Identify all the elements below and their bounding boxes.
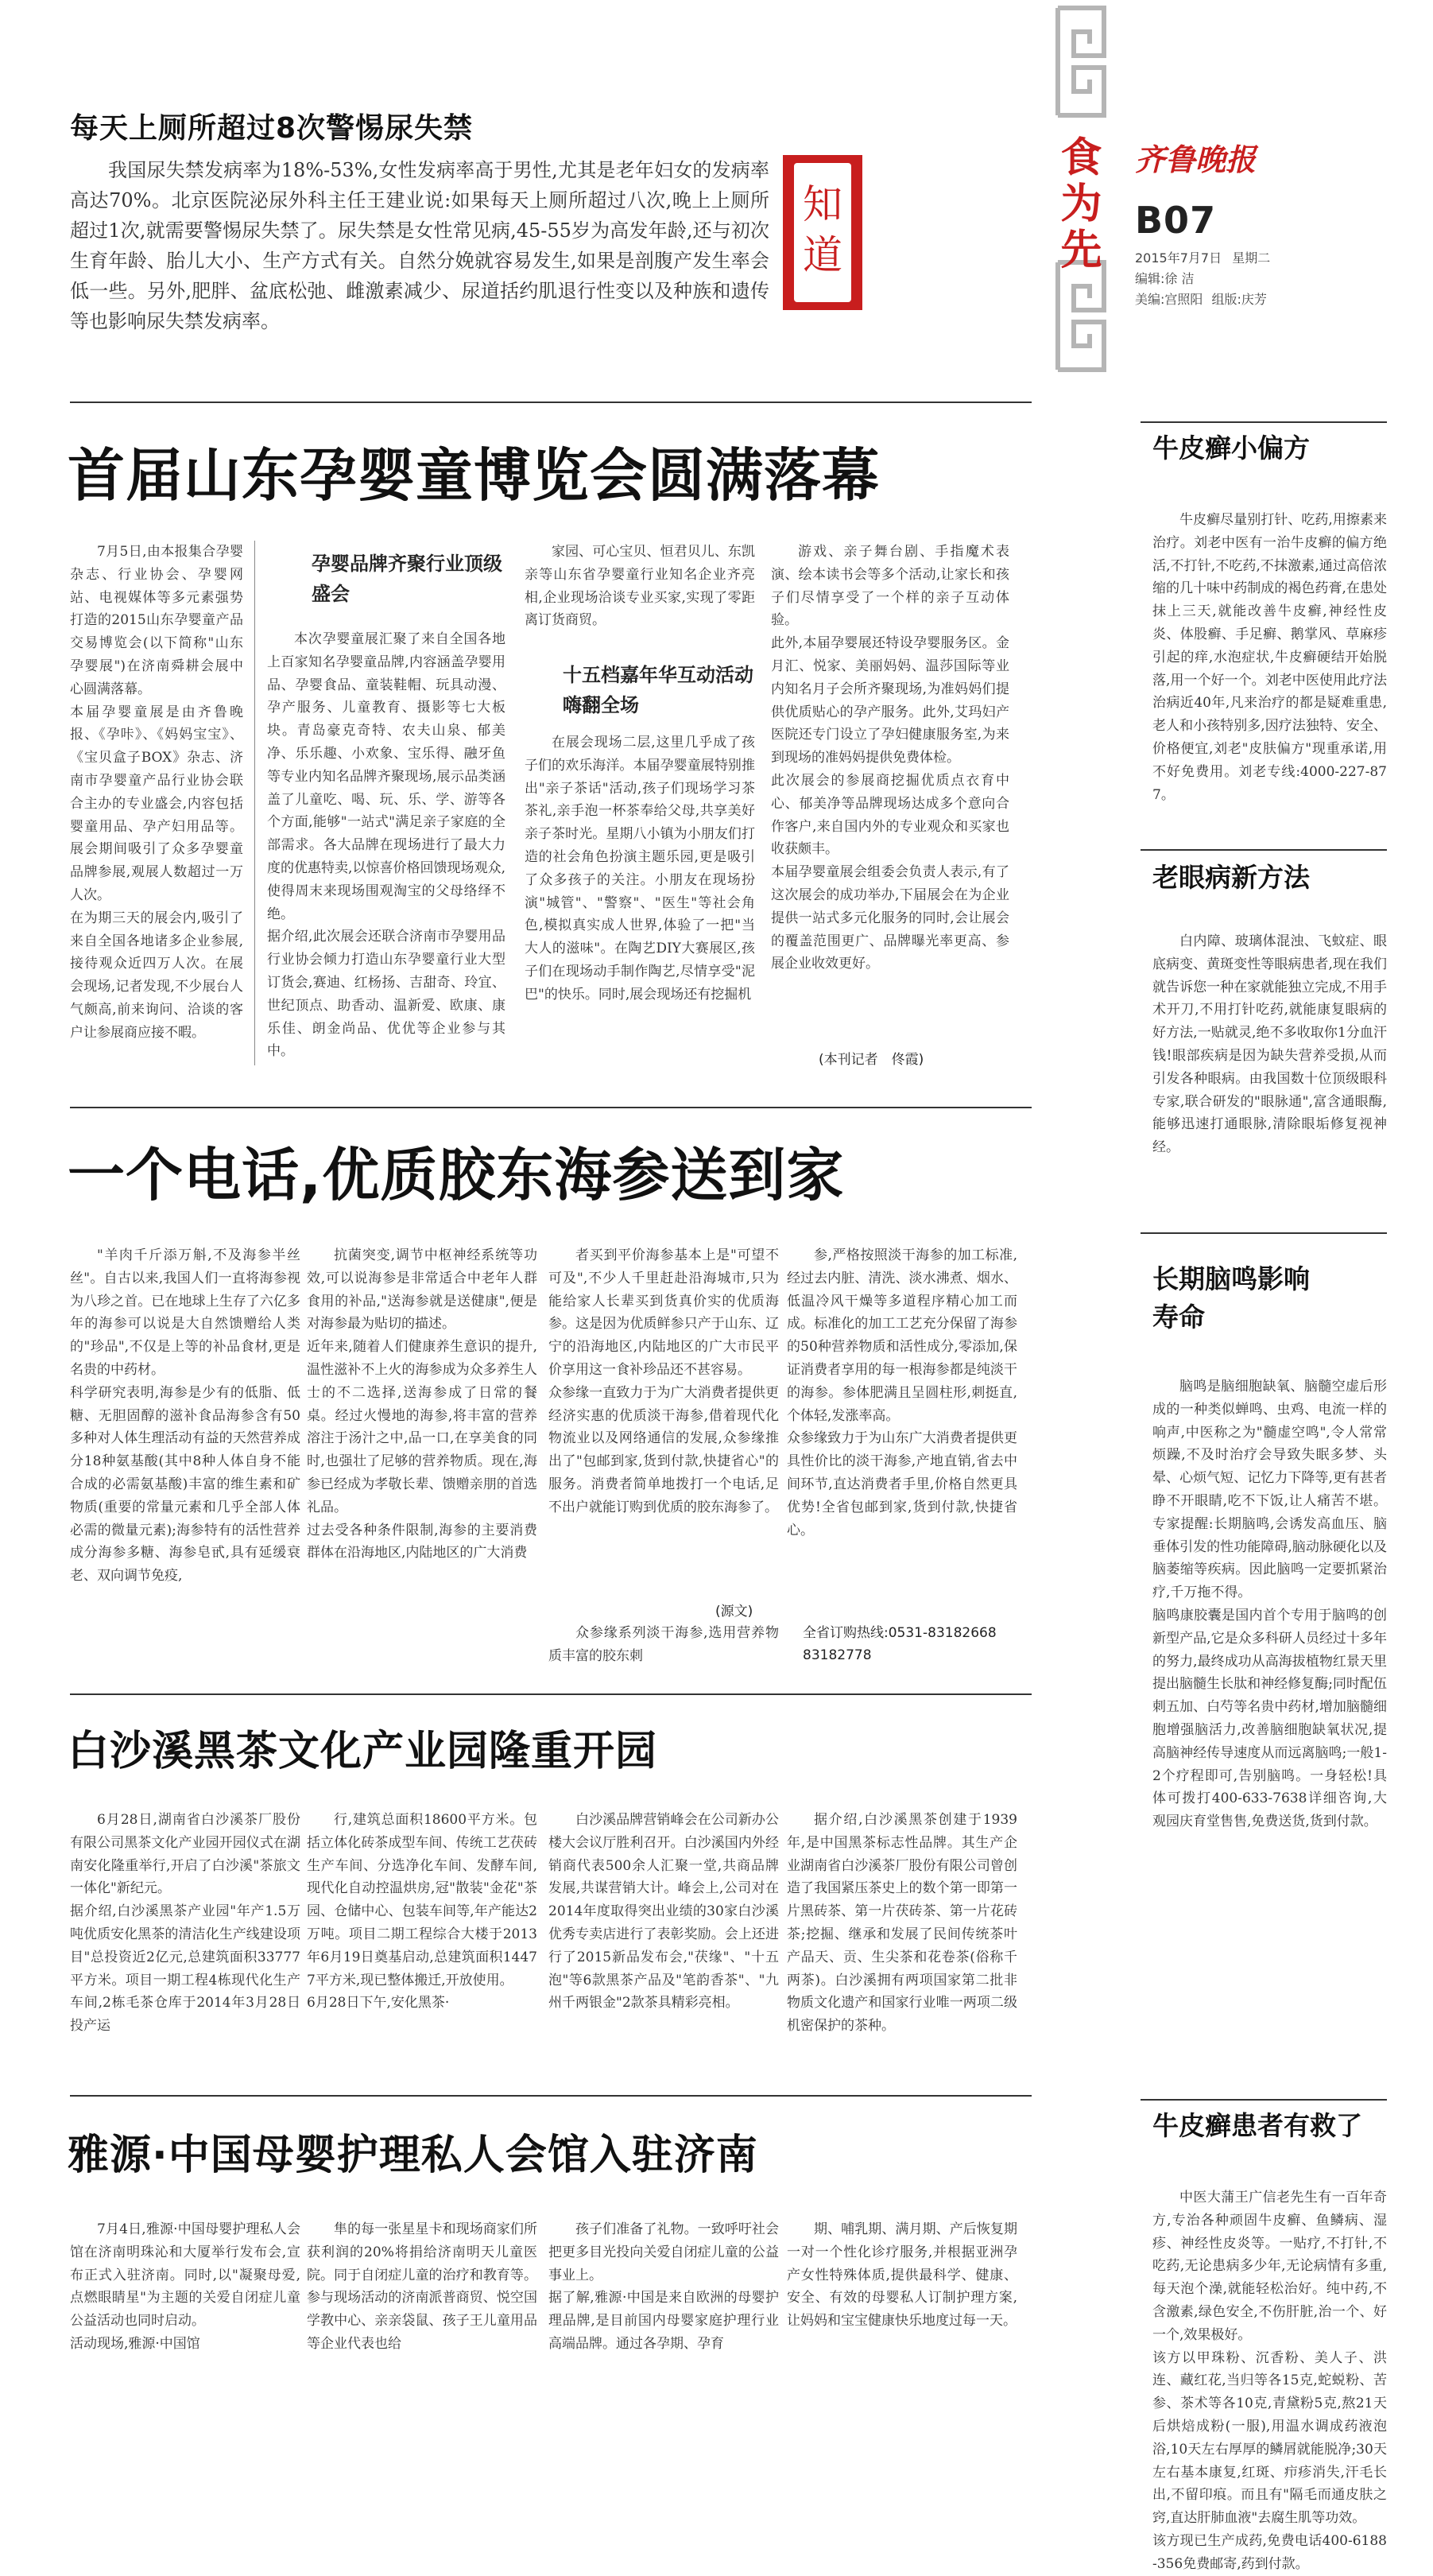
column-name: 食为先 bbox=[1060, 134, 1103, 274]
body-seacucumber-col1: "羊肉千斤添万斛,不及海参半丝丝"。自古以来,我国人们一直将海参视为八珍之首。已在地球上生存了六亿多年的海参可以说是大自然馈赠给人类的"珍品",不仅是上等的补品食材,更是名贵的中药材。 科学研究表明,海参是少有的低脂、低糖、无胆固醇的滋补食品海参含有50多种对人体生理活动有益的天然营养成分18种氨基酸(其中8种人体自身不能合成的必需氨基酸)丰富的维生素和矿物质(重要的常量元素和几乎全部人体必需的微量元素);海参特有的活性营养成分海参多糖、海参皂甙,具有延缓衰老、双向调节免疫, bbox=[70, 1247, 300, 1585]
column-divider bbox=[254, 541, 255, 1065]
hotline-seacucumber: 全省订购热线:0531-83182668 83182778 bbox=[803, 1625, 997, 1663]
zhidao-badge bbox=[783, 155, 862, 310]
editor-credit: 编辑:徐 洁 bbox=[1135, 271, 1195, 286]
divider bbox=[1141, 2099, 1387, 2101]
divider bbox=[70, 1693, 1032, 1695]
headline-toilet: 每天上厕所超过8次警惕尿失禁 bbox=[70, 112, 474, 145]
headline-naoming: 长期脑鸣影响寿命 bbox=[1152, 1263, 1310, 1333]
design-credit: 美编:宫照阳 bbox=[1135, 292, 1203, 307]
headline-seacucumber: 一个电话,优质胶东海参送到家 bbox=[68, 1142, 845, 1208]
body-toilet: 我国尿失禁发病率为18%-53%,女性发病率高于男性,尤其是老年妇女的发病率高达70%。北京医院泌尿外科主任王建业说:如果每天上厕所超过八次,晚上上厕所超过1次,就需要警惕尿失禁了。尿失禁是女性常见病,45-55岁为高发年龄,还与初次生育年龄、胎儿大小、生产方式有关。自然分娩就容易发生,如果是剖腹产发生率会低一些。另外,肥胖、盆底松弛、雌激素减少、尿道括约肌退行性变以及种族和遗传等也影响尿失禁发病率。 bbox=[70, 159, 769, 332]
body-yayuan-col3: 孩子们准备了礼物。一致呼吁社会把更多目光投向关爱自闭症儿童的公益事业上。 据了解,雅源·中国是来自欧洲的母婴护理品牌,是目前国内母婴家庭护理行业高端品牌。通过各孕期、孕育 bbox=[548, 2221, 779, 2352]
issue-weekday: 星期二 bbox=[1232, 250, 1271, 266]
byline-expo: (本刊记者 佟霞) bbox=[819, 1052, 924, 1068]
body-expo-col3b: 在展会现场二层,这里几乎成了孩子们的欢乐海洋。本届孕婴童展特别推出"亲子茶话"活动,孩子们现场学习茶茶礼,亲手泡一杯茶奉给父母,共享美好亲子茶时光。星期八小镇为小朋友们打造的社会角色扮演主题乐园,更是吸引了众多孩子的关注。小朋友在现场扮演"城管"、"警察"、"医生"等社会角色,模拟真实成人世界,体验了一把"当大人的滋味"。在陶艺DIY大赛展区,孩子们在现场动手制作陶艺,尽情享受"泥巴"的快乐。同时,展会现场还有挖掘机 bbox=[525, 735, 755, 1003]
body-expo-col4: 游戏、亲子舞台剧、手指魔术表演、绘本读书会等多个活动,让家长和孩子们尽情享受了一个样的亲子互动体验。 此外,本届孕婴展还特设孕婴服务区。金月汇、悦家、美丽妈妈、温莎国际等业内知名月子会所齐聚现场,为准妈妈们提供优质贴心的孕产服务。此外,艾玛妇产医院还专门设立了孕妇健康服务室,为来到现场的准妈妈提供免费体检。 此次展会的参展商挖掘优质点衣育中心、郁美净等品牌现场达成多个意向合作客户,来自国内外的专业观众和买家也收获颇丰。 本届孕婴童展会组委会负责人表示,有了这次展会的成功举办,下届展会在为企业提供一站式多元化服务的同时,会让展会的覆盖范围更广、品牌曝光率更高、参展企业收效更好。 bbox=[771, 544, 1009, 972]
headline-niupi2: 牛皮癣患者有救了 bbox=[1152, 2110, 1362, 2141]
body-expo-col3a: 家园、可心宝贝、恒君贝儿、东凯亲等山东省孕婴童行业知名企业齐亮相,企业现场洽谈专业买家,实现了零距离订货商贸。 bbox=[525, 544, 755, 629]
body-seacucumber-col3b: 众参缘系列淡干海参,选用营养物质丰富的胶东刺 bbox=[548, 1625, 779, 1664]
body-niupi2: 中医大蒲王广信老先生有一百年奇方,专治各种顽固牛皮癣、鱼鳞病、湿疹、神经性皮炎等。一贴疗,不打针,不吃药,无论患病多少年,无论病情有多重,每天泡个澡,就能轻松治好。纯中药,不含激素,绿色安全,不伤肝脏,治一个、好一个,效果极好。 该方以甲珠粉、沉香粉、美人子、洪连、藏红花,当归等各15克,蛇蜕粉、苦参、茶术等各10克,青黛粉5克,熬21天后烘焙成粉(一服),用温水调成药液泡浴,10天左右厚厚的鳞屑就能脱净;30天左右基本康复,红斑、疖疹消失,汗毛长出,不留印痕。而且有"隔毛而通皮肤之窍,直达肝肺血液"去腐生肌等功效。 该方现已生产成药,免费电话400-6188-356免费邮寄,药到付款。 bbox=[1152, 2190, 1387, 2572]
zhidao-badge-text: 知道 bbox=[803, 181, 842, 278]
body-yayuan-col2: 隼的每一张星星卡和现场商家们所获利润的20%将捐给济南明天儿童医院。同于自闭症儿童的治疗和教育等。参与现场活动的济南派普商贸、悦空国学教中心、亲亲袋鼠、孩子王儿童用品等企业代表也给 bbox=[307, 2221, 537, 2352]
proof-credit: 组版:庆芳 bbox=[1211, 292, 1267, 307]
body-laoyan: 白内障、玻璃体混浊、飞蚊症、眼底病变、黄斑变性等眼病患者,现在我们就告诉您一种在家就能独立完成,不用手术开刀,不用打针吃药,就能康复眼病的好方法,一贴就灵,绝不多收取你1分血汗钱!眼部疾病是因为缺失营养受损,从而引发各种眼病。由我国数十位顶级眼科专家,联合研发的"眼脉通",富含通眼酶,能够迅速打通眼脉,清除眼垢修复视神经。 bbox=[1152, 933, 1387, 1156]
body-seacucumber-col3: 者买到平价海参基本上是"可望不可及",不少人千里赶赴沿海城市,只为能给家人长辈买到货真价实的优质海参。这是因为优质鲜参只产于山东、辽宁的沿海地区,内陆地区的广大市民平价享用这一食补珍品还不甚容易。 众参缘一直致力于为广大消费者提供更经济实惠的优质淡干海参,借着现代化物流业以及网络通信的发展,众参缘推出了"包邮到家,货到付款,快捷省心"的服务。消费者简单地拨打一个电话,足不出户就能订购到优质的胶东海参了。 bbox=[548, 1247, 779, 1515]
body-naoming: 脑鸣是脑细胞缺氧、脑髓空虚后形成的一种类似蝉鸣、虫鸡、电流一样的响声,中医称之为"髓虚空鸣",令人常常烦躁,不及时治疗会导致失眠多梦、头晕、心烦气短、记忆力下降等,更有甚者睁不开眼睛,吃不下饭,让人痛苦不堪。专家提醒:长期脑鸣,会诱发高血压、脑垂体引发的性功能障碍,脑动脉硬化以及脑萎缩等疾病。因此脑鸣一定要抓紧治疗,千万拖不得。 脑鸣康胶囊是国内首个专用于脑鸣的创新型产品,它是众多科研人员经过十多年的努力,最终成功从高海拔植物红景天里提出脑髓生长肽和神经修复酶;同时配伍刺五加、白芍等名贵中药材,增加脑髓细胞增强脑活力,改善脑细胞缺氧状况,提高脑神经传导速度从而远离脑鸣;一般1-2个疗程即可,告别脑鸣。一身轻松!具体可拨打400-633-7638详细咨询,大观园庆育堂售售,免费送货,货到付款。 bbox=[1152, 1379, 1387, 1830]
subhead-expo-1: 孕婴品牌齐聚行业顶级盛会 bbox=[312, 553, 502, 605]
subhead-expo-2: 十五档嘉年华互动活动嗨翻全场 bbox=[563, 664, 753, 716]
byline-seacucumber: (源文) bbox=[715, 1604, 753, 1620]
body-niupi1: 牛皮癣尽量别打针、吃药,用擦素来治疗。刘老中医有一治牛皮癣的偏方绝活,不打针,不吃药,不抹激素,通过高倍浓缩的几十味中药制成的褐色药膏,在患处抹上三天,就能改善牛皮癣,神经性皮炎、体股癣、手足癣、鹅掌风、草麻疹引起的痒,水泡症状,牛皮癣硬结开始脱落,用一个好一个。刘老中医使用此疗法治病近40年,凡来治疗的都是疑难重患,老人和小孩特别多,因疗法独特、安全、价格便宜,刘老"皮肤偏方"现重承诺,用不好免费用。刘老专线:4000-227-877。 bbox=[1152, 512, 1387, 803]
body-tea-col2: 行,建筑总面积18600平方米。包括立体化砖茶成型车间、传统工艺茯砖生产车间、分选净化车间、发酵车间,现代化自动控温烘房,冠"散装"金花"茶园、仓储中心、包装车间等,年产能达2万吨。项目二期工程综合大楼于2013年6月19日奠基启动,总建筑面积14477平方米,现已整体搬迁,开放使用。 6月28日下午,安化黑茶· bbox=[307, 1812, 537, 2012]
headline-yayuan: 雅源·中国母婴护理私人会馆入驻济南 bbox=[68, 2132, 758, 2179]
column-banner bbox=[1050, 0, 1112, 457]
issue-date: 2015年7月7日 bbox=[1135, 250, 1222, 266]
body-tea-col4: 据介绍,白沙溪黑茶创建于1939年,是中国黑茶标志性品牌。其生产企业湖南省白沙溪茶厂股份有限公司曾创造了我国紧压茶史上的数个第一即第一片黑砖茶、第一片茯砖茶、第一片花砖茶;挖掘、继承和发展了民间传统茶叶产品天、贡、生尖茶和花卷茶(俗称千两茶)。白沙溪拥有两项国家第二批非物质文化遗产和国家行业唯一两项二级机密保护的茶种。 bbox=[787, 1812, 1017, 2035]
paper-name: 齐鲁晚报 bbox=[1135, 142, 1257, 177]
body-yayuan-col1: 7月4日,雅源·中国母婴护理私人会馆在济南明珠沁和大厦举行发布会,宣布正式入驻济南。同时,以"凝聚母爱,点燃眼睛星"为主题的关爱自闭症儿童公益活动也同时启动。 活动现场,雅源·中国馆 bbox=[70, 2221, 300, 2352]
divider bbox=[70, 1107, 1032, 1108]
body-seacucumber-col2: 抗菌突变,调节中枢神经系统等功效,可以说海参是非常适合中老年人群食用的补品,"送海参就是送健康",便是对海参最为贴切的描述。 近年来,随着人们健康养生意识的提升,温性滋补不上火的海参成为众多养生人士的不二选择,送海参成了日常的餐桌。经过火慢地的海参,将丰富的营养溶注于汤汁之中,品一口,在享美食的同时,也强壮了尼够的营养物质。现在,海参已经成为孝敬长辈、馈赠亲朋的首选礼品。 过去受各种条件限制,海参的主要消费群体在沿海地区,内陆地区的广大消费 bbox=[307, 1247, 537, 1562]
body-tea-col3: 白沙溪品牌营销峰会在公司新办公楼大会议厅胜利召开。白沙溪国内外经销商代表500余人汇聚一堂,共商品牌发展,共谋营销大计。峰会上,公司对在2014年度取得突出业绩的30家白沙溪优秀专卖店进行了表彰奖励。会上还进行了2015新品发布会,"茯缘"、"十五泡"等6款黑茶产品及"笔韵香茶"、"九州千两银金"2款茶具精彩亮相。 bbox=[548, 1812, 779, 2012]
headline-niupi1: 牛皮癣小偏方 bbox=[1152, 433, 1310, 464]
page-number: B07 bbox=[1135, 199, 1217, 242]
headline-expo: 首届山东孕婴童博览会圆满落幕 bbox=[68, 442, 881, 509]
divider bbox=[1141, 849, 1387, 851]
issue-date-line bbox=[1135, 248, 1310, 269]
body-expo-col1: 7月5日,由本报集合孕婴杂志、行业协会、孕婴网站、电视媒体等多元素强势打造的2015山东孕婴童产品交易博览会(以下简称"山东孕婴展")在济南舜耕会展中心圆满落幕。 本届孕婴童展是由齐鲁晚报、《孕咔》、《妈妈宝宝》、《宝贝盒子BOX》杂志、济南市孕婴童产品行业协会联合主办的专业盛会,内容包括婴童用品、孕产妇用品等。展会期间吸引了众多孕婴童品牌参展,观展人数超过一万人次。 在为期三天的展会内,吸引了来自全国各地诸多企业参展,接待观众近四万人次。在展会现场,记者发现,不少展台人气颇高,前来询问、洽谈的客户让参展商应接不暇。 bbox=[70, 544, 243, 1041]
body-tea-col1: 6月28日,湖南省白沙溪茶厂股份有限公司黑茶文化产业园开园仪式在湖南安化隆重举行,开启了白沙溪"茶旅文一体化"新纪元。 据介绍,白沙溪黑茶产业园"年产1.5万吨优质安化黑茶的清洁化生产线建设项目"总投资近2亿元,总建筑面积33777平方米。项目一期工程4栋现代化生产车间,2栋毛茶仓库于2014年3月28日投产运 bbox=[70, 1812, 300, 2035]
divider bbox=[70, 402, 1032, 403]
divider bbox=[1141, 421, 1387, 423]
divider bbox=[70, 2095, 1032, 2097]
divider bbox=[1141, 1232, 1387, 1234]
body-seacucumber-col4: 参,严格按照淡干海参的加工标准,经过去内脏、清洗、淡水沸煮、烟水、低温冷风干燥等多道程序精心加工而成。标准化的加工工艺充分保留了海参的50种营养物质和活性成分,零添加,保证消费者享用的每一根海参都是纯淡干的海参。参体肥满且呈圆柱形,刺挺直,个体轻,发涨率高。 众参缘致力于为山东广大消费者提供更具性价比的淡干海参,产地直销,省去中间环节,直达消费者手里,价格自然更具优势!全省包邮到家,货到付款,快捷省心。 bbox=[787, 1247, 1017, 1538]
design-credit-line bbox=[1135, 289, 1267, 310]
body-expo-col2: 本次孕婴童展汇聚了来自全国各地上百家知名孕婴童品牌,内容涵盖孕婴用品、孕婴食品、童装鞋帽、玩具动漫、孕产服务、儿童教育、摄影等七大板块。青岛豪克奇特、农夫山泉、郁美净、乐乐趣、小欢象、宝乐得、融牙鱼等专业内知名品牌齐聚现场,展示品类涵盖了儿童吃、喝、玩、乐、学、游等各个方面,能够"一站式"满足亲子家庭的全部需求。各大品牌在现场进行了最大力度的优惠特卖,以惊喜价格回馈现场观众,使得周末来现场围观淘宝的父母络绎不绝。 据介绍,此次展会还联合济南市孕婴用品行业协会倾力打造山东孕婴童行业大型订货会,赛迪、红杨扬、吉甜奇、玲宜、世纪顶点、助香动、温新爱、欧康、康乐佳、朗金尚品、优优等企业参与其中。 bbox=[267, 631, 505, 1060]
body-yayuan-col4: 期、哺乳期、满月期、产后恢复期一对一个性化诊疗服务,并根据亚洲孕产女性特殊体质,提供最科学、健康、安全、有效的母婴私人订制护理方案,让妈妈和宝宝健康快乐地度过每一天。 bbox=[787, 2221, 1017, 2330]
headline-tea: 白沙溪黑茶文化产业园隆重开园 bbox=[68, 1728, 658, 1775]
headline-laoyan: 老眼病新方法 bbox=[1152, 862, 1310, 893]
